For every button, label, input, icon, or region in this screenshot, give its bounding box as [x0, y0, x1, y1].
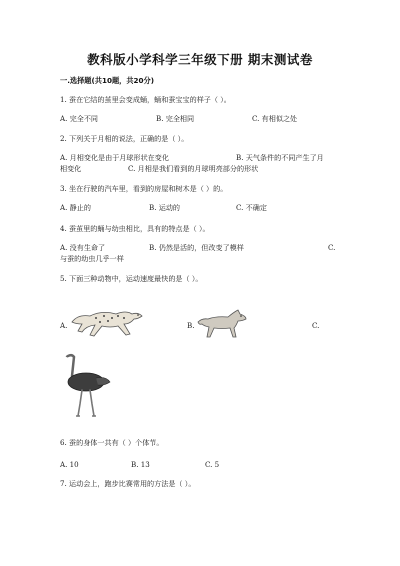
question-4-option-a[interactable]: A. 没有生命了 — [60, 243, 106, 252]
question-3-option-b[interactable]: B. 运动的 — [149, 203, 181, 212]
question-2-option-b[interactable]: B. 天气条件的不同产生了月 — [236, 153, 324, 162]
question-6-stem: 6. 蚕的身体一共有（ ）个体节。 — [60, 438, 164, 447]
question-5-option-b[interactable]: B. — [187, 321, 195, 330]
question-1-option-c[interactable]: C. 有相似之处 — [252, 114, 298, 123]
wolf-image[interactable] — [196, 306, 248, 340]
section-heading: 一.选择题(共10题，共20分) — [60, 76, 154, 85]
question-6-option-b[interactable]: B. 13 — [131, 460, 150, 469]
question-3-option-a[interactable]: A. 静止的 — [60, 203, 91, 212]
exam-title: 教科版小学科学三年级下册 期末测试卷 — [87, 52, 313, 67]
question-4-option-b[interactable]: B. 仍然是活的，但改变了模样 — [149, 243, 244, 252]
question-7-stem: 7. 运动会上，跑步比赛常用的方法是（ ）。 — [60, 479, 196, 488]
question-4-stem: 4. 蚕茧里的蛹与幼虫相比，具有的特点是（ ）。 — [60, 224, 210, 233]
question-3-option-c[interactable]: C. 不确定 — [236, 203, 267, 212]
question-1-option-a[interactable]: A. 完全不同 — [60, 114, 99, 123]
question-1-stem: 1. 蚕在它结的茧里会变成蛹，蛹和蚕宝宝的样子（ ）。 — [60, 95, 231, 104]
question-3-stem: 3. 坐在行驶的汽车里，看到的房屋和树木是（ ）的。 — [60, 184, 228, 193]
ostrich-image[interactable] — [62, 352, 114, 420]
question-6-option-a[interactable]: A. 10 — [60, 460, 79, 469]
question-5-option-c[interactable]: C. — [312, 321, 320, 330]
question-2-stem: 2. 下列关于月相的说法，正确的是（ ）。 — [60, 134, 189, 143]
question-5-option-a[interactable]: A. — [60, 321, 68, 330]
question-2-option-c[interactable]: C. 月相是我们看到的月球明亮部分的形状 — [128, 164, 259, 173]
cheetah-image[interactable] — [68, 302, 146, 342]
question-2-option-a[interactable]: A. 月相变化是由于月球形状在变化 — [60, 153, 169, 162]
question-1-option-b[interactable]: B. 完全相同 — [156, 114, 195, 123]
question-2-option-b-cont: 相变化 — [60, 164, 82, 173]
question-4-option-c-cont: 与蚕的幼虫几乎一样 — [60, 254, 124, 263]
question-6-option-c[interactable]: C. 5 — [205, 460, 220, 469]
question-4-option-c[interactable]: C. — [328, 243, 336, 252]
question-5-stem: 5. 下面三种动物中，运动速度最快的是（ ）。 — [60, 274, 203, 283]
